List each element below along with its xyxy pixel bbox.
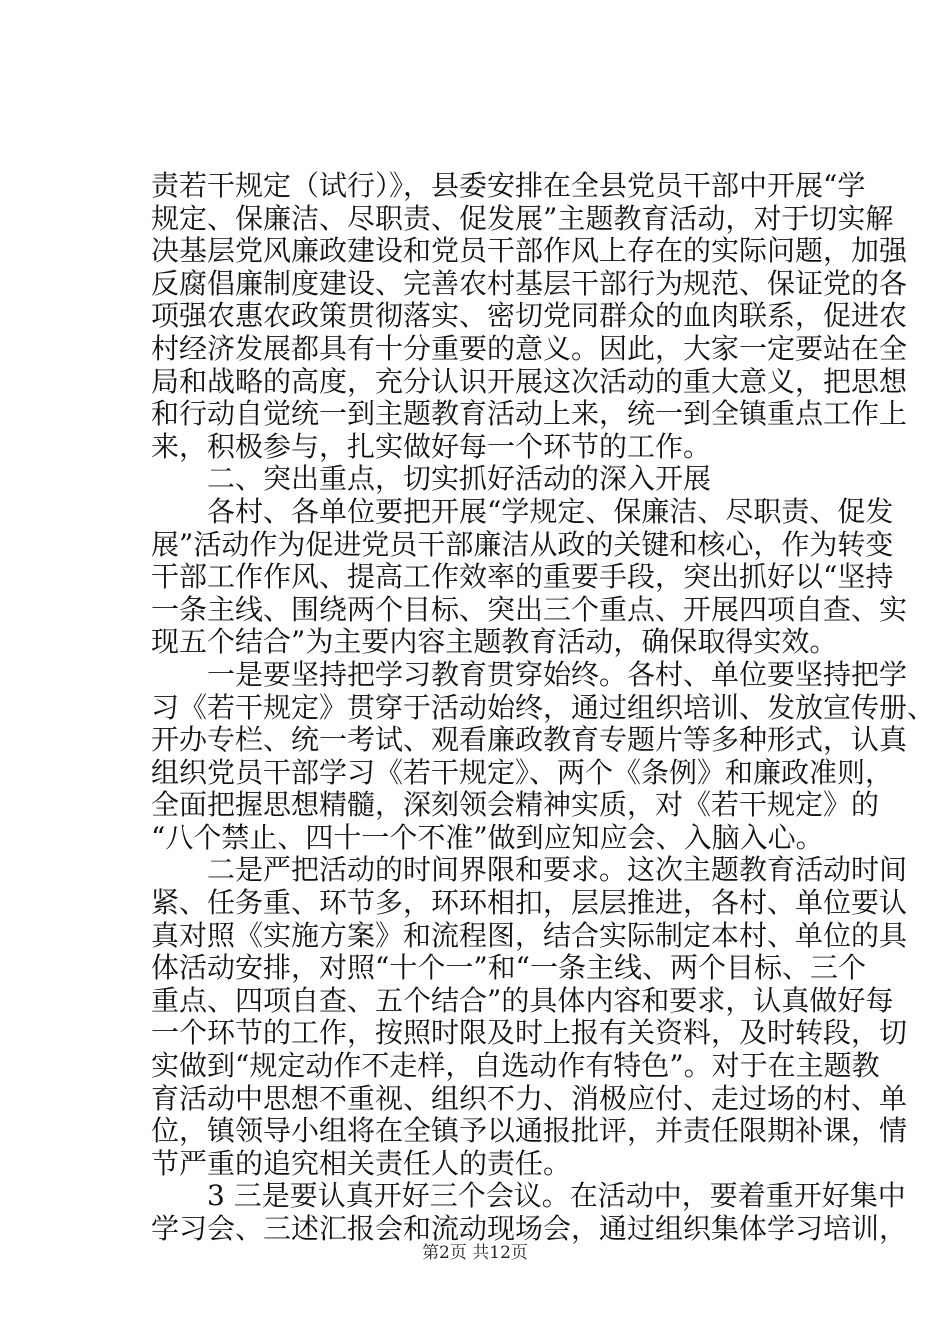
text-line: 来，积极参与，扎实做好每一个环节的工作。 [151,429,712,463]
text-line: 决基层党风廉政建设和党员干部作风上存在的实际问题，加强 [151,234,908,268]
page-footer: 第2页 共12页 [422,1243,528,1263]
text-line: 项强农惠农政策贯彻落实、密切党同群众的血肉联系，促进农 [151,299,908,333]
text-line: 二、突出重点，切实抓好活动的深入开展 [151,462,712,496]
text-line: 习《若干规定》贯穿于活动始终，通过组织培训、发放宣传册、 [151,690,936,724]
text-line: 真对照《实施方案》和流程图，结合实际制定本村、单位的具 [151,918,908,952]
text-line: 一个环节的工作，按照时限及时上报有关资料，及时转段，切 [151,1016,908,1050]
text-line: 村经济发展都具有十分重要的意义。因此，大家一定要站在全 [151,331,908,365]
text-line: 全面把握思想精髓，深刻领会精神实质，对《若干规定》的 [151,788,880,822]
text-line: 节严重的追究相关责任人的责任。 [151,1146,572,1180]
text-line: 育活动中思想不重视、组织不力、消极应付、走过场的村、单 [151,1081,908,1115]
text-line: 重点、四项自查、五个结合”的具体内容和要求，认真做好每 [151,983,894,1017]
text-line: 一条主线、围绕两个目标、突出三个重点、开展四项自查、实 [151,592,908,626]
text-line: 体活动安排，对照“十个一”和“一条主线、两个目标、三个 [151,951,866,985]
text-line: “八个禁止、四十一个不准”做到应知应会、入脑入心。 [151,820,824,854]
text-line: 学习会、三述汇报会和流动现场会，通过组织集体学习培训， [151,1212,908,1245]
text-line: 展”活动作为促进党员干部廉洁从政的关键和核心，作为转变 [151,527,894,561]
text-line: 组织党员干部学习《若干规定》、两个《条例》和廉政准则， [151,755,894,789]
text-line: 局和战略的高度，充分认识开展这次活动的重大意义，把思想 [151,364,908,398]
text-line: 开办专栏、统一考试、观看廉政教育专题片等多种形式，认真 [151,723,908,757]
text-line: 一是要坚持把学习教育贯穿始终。各村、单位要坚持把学 [151,657,908,691]
text-line: 实做到“规定动作不走样，自选动作有特色”。对于在主题教 [151,1049,880,1083]
text-line: 责若干规定（试行）》，县委安排在全县党员干部中开展“学 [151,169,866,202]
text-line: 干部工作作风、提高工作效率的重要手段，突出抓好以“坚持 [151,560,894,594]
text-line: 和行动自觉统一到主题教育活动上来，统一到全镇重点工作上 [151,397,908,431]
text-line: 各村、各单位要把开展“学规定、保廉洁、尽职责、促发 [151,494,894,528]
text-line: 现五个结合”为主要内容主题教育活动，确保取得实效。 [151,625,838,659]
body-text [151,169,936,1246]
text-line: 紧、任务重、环节多，环环相扣，层层推进，各村、单位要认 [151,886,908,920]
text-line: 二是严把活动的时间界限和要求。这次主题教育活动时间 [151,853,908,887]
text-line: 位，镇领导小组将在全镇予以通报批评，并责任限期补课，情 [151,1114,908,1148]
text-line: 规定、保廉洁、尽职责、促发展”主题教育活动，对于切实解 [151,201,894,235]
text-line: 3 三是要认真开好三个会议。在活动中，要着重开好集中 [151,1179,906,1213]
text-line: 反腐倡廉制度建设、完善农村基层干部行为规范、保证党的各 [151,266,908,300]
